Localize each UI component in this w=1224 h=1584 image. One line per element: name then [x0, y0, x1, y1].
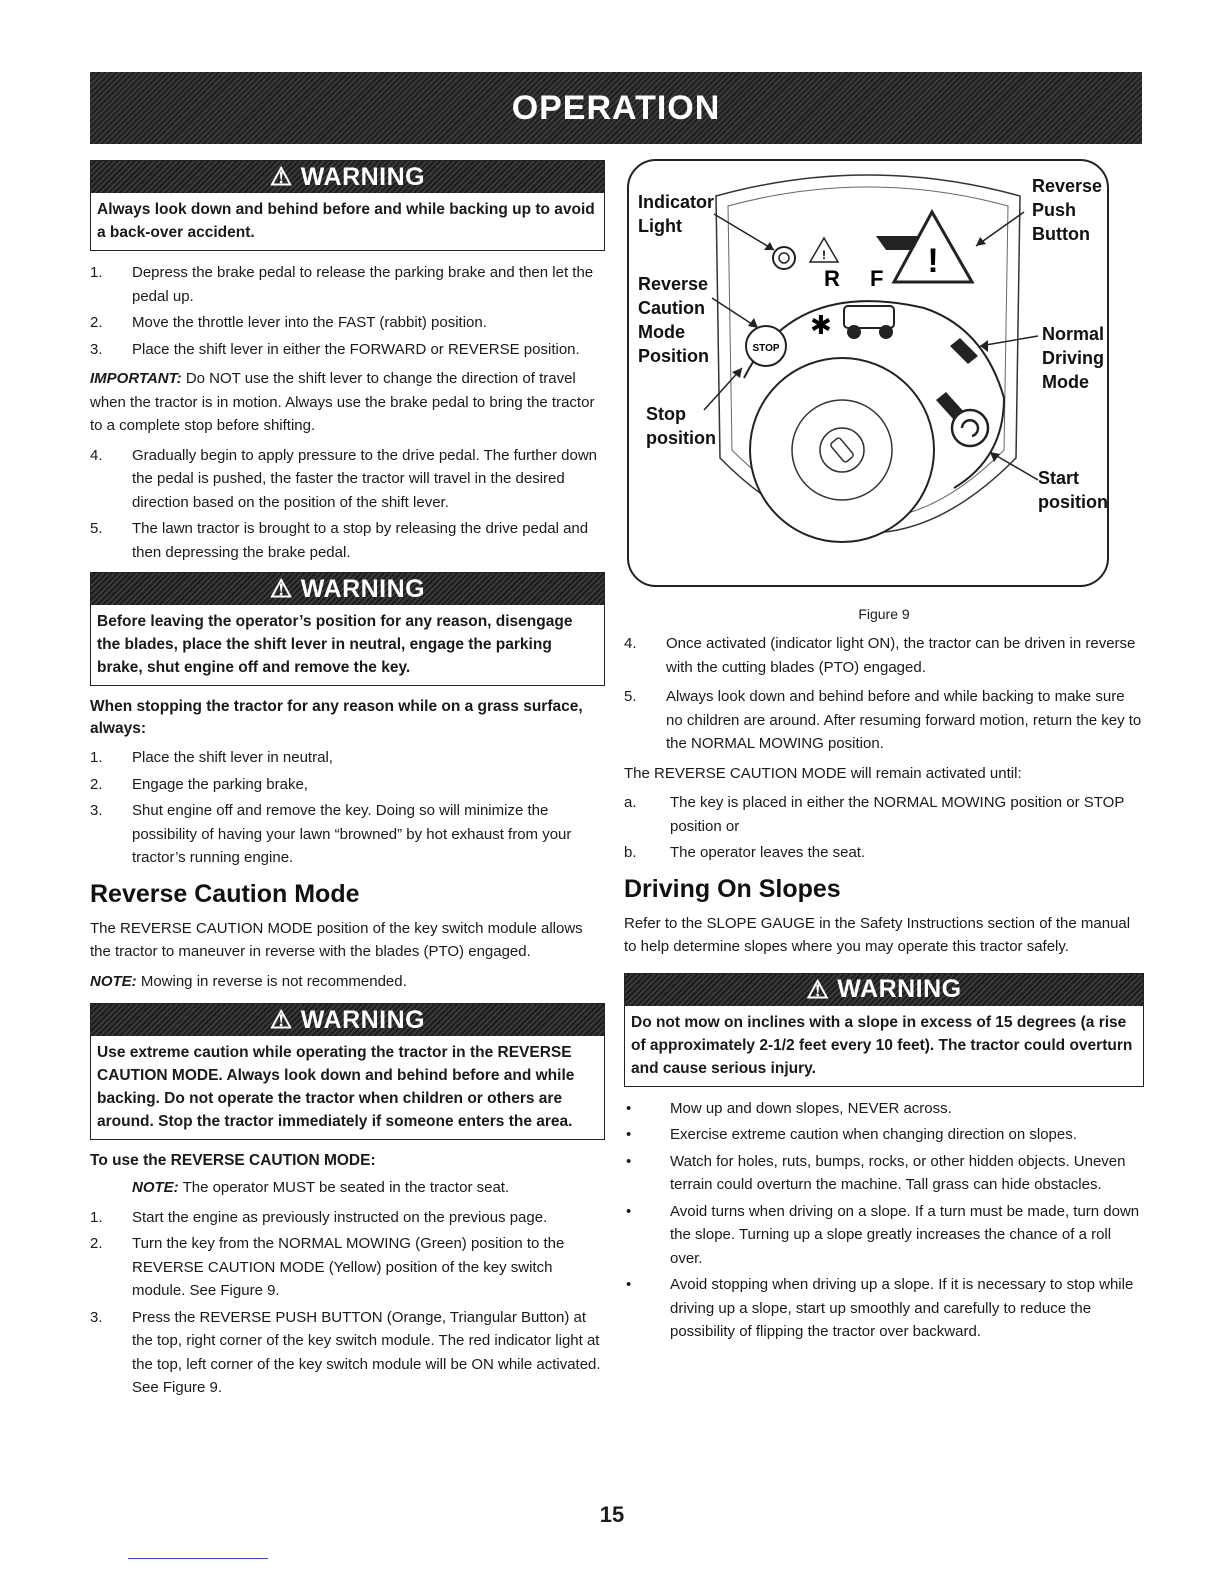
warning-triangle-icon: ⚠	[806, 975, 830, 1004]
svg-text:STOP: STOP	[752, 343, 780, 354]
footer-rule	[128, 1558, 268, 1559]
tractor-icon	[844, 306, 894, 328]
slope-bullets-list	[624, 1097, 1144, 1344]
list-item: 4. Gradually begin to apply pressure to the drive pedal. The further down the pedal is pushed, the faster the tractor will travel in the desired direction based on the position of the shift lever.	[90, 446, 597, 511]
reverse-caution-mode-heading: Reverse Caution Mode	[90, 879, 360, 908]
note-seated: NOTE: The operator MUST be seated in the tractor seat.	[132, 1179, 510, 1196]
important-note: IMPORTANT: Do NOT use the shift lever to change the direction of travel when the tractor is in motion. Always use the brake pedal to bring the tractor to a complete stop before shifting.	[90, 370, 595, 434]
list-item: • Mow up and down slopes, NEVER across.	[626, 1099, 952, 1117]
f-letter: F	[870, 266, 884, 291]
list-item: 1. Start the engine as previously instructed on the previous page.	[90, 1208, 548, 1226]
figure-caption: Figure 9	[858, 606, 910, 622]
warning-triangle-icon: ⚠	[269, 1006, 293, 1034]
stopping-heading: When stopping the tractor for any reason while on a grass surface, always:	[90, 698, 583, 737]
list-item: • Exercise extreme caution when changing direction on slopes.	[626, 1126, 1077, 1143]
list-item: • Watch for holes, ruts, bumps, rocks, or other hidden objects. Uneven terrain could overturn the machine. Tall grass can hide obstacles.	[626, 1152, 1126, 1193]
r-letter: R	[824, 266, 840, 291]
warning-box-leaving: ⚠ WARNING Before leaving the operator’s position for any reason, disengage the blades, place the shift lever in neutral, engage the parking brake, shut engine off and remove the key.	[90, 572, 605, 686]
remain-activated-text: The REVERSE CAUTION MODE will remain activated until:	[624, 764, 1022, 782]
reverse-caution-mode-position-label: Reverse Caution Mode Position	[638, 274, 709, 366]
warning-box-rcm: ⚠ WARNING Use extreme caution while operating the tractor in the REVERSE CAUTION MODE. Always look down and behind before and while backing. Do not operate the tractor when children or others are around. Stop the tractor immediately if someone enters the area.	[90, 1003, 605, 1140]
list-item: • Avoid stopping when driving up a slope. If it is necessary to stop while driving up a slope, start up smoothly and carefully to reduce the possibility of flipping the tractor over backward.	[626, 1276, 1134, 1340]
normal-driving-mode-label: Normal Driving Mode	[1042, 324, 1105, 392]
svg-text:!: !	[927, 242, 939, 280]
remain-conditions-list	[624, 791, 1144, 865]
stopping-steps-list	[90, 746, 605, 870]
start-steps-list	[90, 261, 605, 361]
page-number: 15	[599, 1502, 625, 1527]
warning-triangle-icon: ⚠	[269, 575, 293, 603]
list-item: 3. Shut engine off and remove the key. Doing so will minimize the possibility of having your lawn “browned” by hot exhaust from your tractor’s running engine.	[90, 802, 572, 866]
section-title: OPERATION	[511, 88, 721, 127]
stop-position-label: Stop position	[646, 404, 716, 448]
warning-box-backing	[90, 160, 605, 251]
slopes-paragraph: Refer to the SLOPE GAUGE in the Safety Instructions section of the manual to help determine slopes where you may operate this tractor safely.	[624, 914, 1131, 955]
drive-steps-list	[90, 444, 605, 565]
note-mowing-reverse: NOTE: Mowing in reverse is not recommended.	[90, 972, 407, 990]
section-banner	[90, 72, 1142, 144]
list-item: b. The operator leaves the seat.	[624, 844, 866, 861]
rcm-steps-continued	[624, 632, 1144, 756]
list-item: 3. Place the shift lever in either the FORWARD or REVERSE position.	[90, 340, 580, 358]
warning-text: Use extreme caution while operating the tractor in the REVERSE CAUTION MODE. Always look down and behind before and while backing. Do not operate the tractor when children or others are around. Stop the tractor immediately if someone enters the area.	[97, 1044, 575, 1130]
warning-text: Before leaving the operator’s position for any reason, disengage the blades, place the shift lever in neutral, engage the parking brake, shut engine off and remove the key.	[97, 613, 573, 676]
list-item: 5. The lawn tractor is brought to a stop by releasing the drive pedal and then depressing the brake pedal.	[90, 520, 589, 561]
indicator-light-label: Indicator Light	[638, 192, 715, 236]
list-item: 2. Engage the parking brake,	[90, 775, 308, 793]
start-key-icon	[952, 410, 988, 446]
reverse-push-button-label: Reverse Push Button	[1032, 176, 1103, 244]
rcm-paragraph: The REVERSE CAUTION MODE position of the key switch module allows the tractor to maneuver in reverse with the blades (PTO) engaged.	[90, 919, 583, 960]
to-use-steps-list	[90, 1206, 605, 1400]
warning-text: Always look down and behind before and while backing up to avoid a back-over accident.	[97, 201, 595, 241]
list-item: 1. Place the shift lever in neutral,	[90, 749, 333, 766]
warning-text: Do not mow on inclines with a slope in excess of 15 degrees (a rise of approximately 2-1/2 feet every 10 feet). The tractor could overturn and cause serious injury.	[631, 1013, 1133, 1077]
list-item: 5. Always look down and behind before and while backing to make sure no children are around. After resuming forward motion, return the key to the NORMAL MOWING position.	[624, 688, 1142, 752]
start-position-label: Start position	[1038, 468, 1108, 512]
list-item: • Avoid turns when driving on a slope. If a turn must be made, turn down the slope. Turning up a slope greatly increases the chance of a roll over.	[626, 1202, 1140, 1267]
list-item: a. The key is placed in either the NORMAL MOWING position or STOP position or	[624, 794, 1125, 835]
warning-label: WARNING	[300, 162, 426, 191]
right-column	[624, 158, 1144, 1350]
list-item: 2. Turn the key from the NORMAL MOWING (Green) position to the REVERSE CAUTION MODE (Yellow) position of the key switch module. See Figure 9.	[90, 1235, 565, 1299]
warning-box-slopes: ⚠ WARNING Do not mow on inclines with a slope in excess of 15 degrees (a rise of approximately 2-1/2 feet every 10 feet). The tractor could overturn and cause serious injury.	[624, 973, 1144, 1087]
driving-on-slopes-heading: Driving On Slopes	[624, 874, 841, 903]
svg-text:!: !	[822, 248, 826, 262]
blade-icon: ✱	[810, 311, 832, 341]
left-column	[90, 160, 605, 1406]
list-item: 1. Depress the brake pedal to release the parking brake and then let the pedal up.	[90, 264, 594, 305]
to-use-heading: To use the REVERSE CAUTION MODE:	[90, 1152, 376, 1169]
warning-triangle-icon: ⚠	[269, 163, 293, 191]
list-item: 3. Press the REVERSE PUSH BUTTON (Orange, Triangular Button) at the top, right corner of the key switch module. The red indicator light at the top, left corner of the key switch module will be ON while activated. See Figure 9.	[90, 1308, 601, 1396]
list-item: 4. Once activated (indicator light ON), the tractor can be driven in reverse with the cutting blades (PTO) engaged.	[624, 635, 1136, 676]
list-item: 2. Move the throttle lever into the FAST (rabbit) position.	[90, 314, 487, 331]
figure-9-key-switch-module	[624, 158, 1112, 590]
